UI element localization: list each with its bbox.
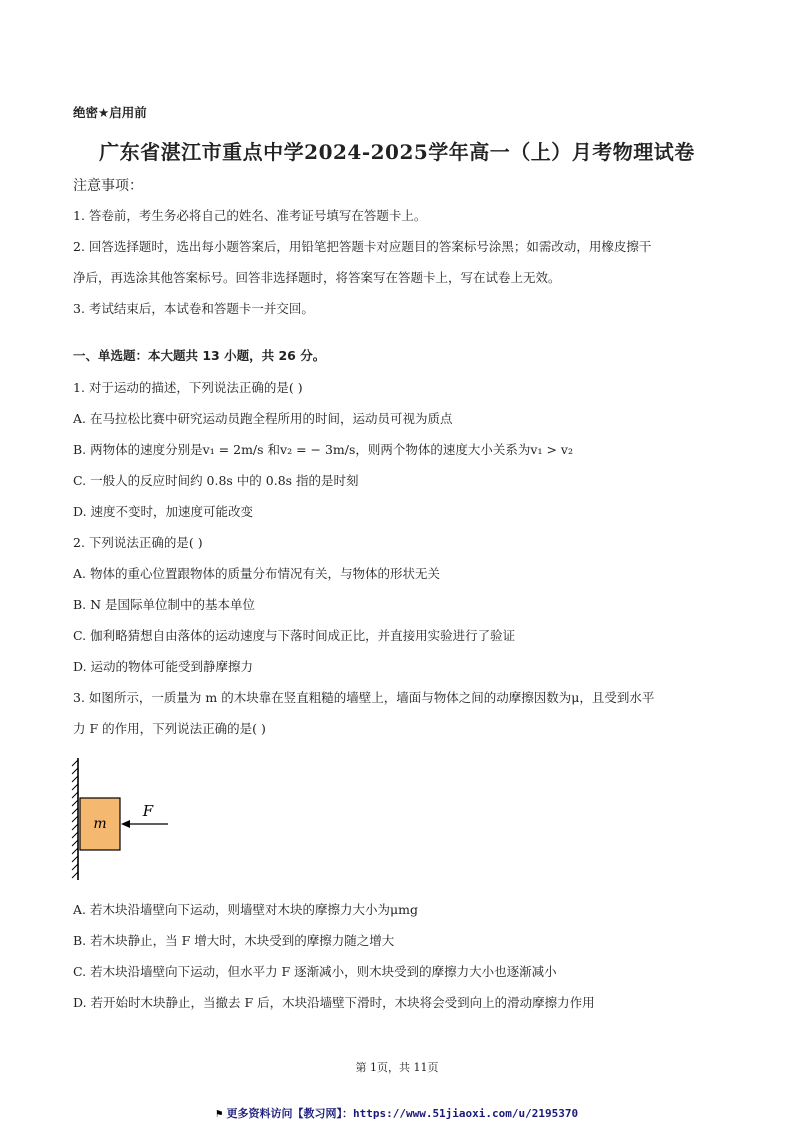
notes-heading: 注意事项： [73,178,143,194]
promo-text[interactable]: 更多资料访问【教习网】：https://www.51jiaoxi.com/u/2195370 [226,1107,579,1120]
promo-link[interactable] [0,1105,794,1121]
question-option: D. 若开始时木块静止，当撤去 F 后，木块沿墙壁下滑时，木块将会受到向上的滑动摩擦力作用 [73,995,595,1010]
force-label: F [142,802,154,820]
note-item: 1. 答卷前，考生务必将自己的姓名、准考证号填写在答题卡上。 [73,208,427,223]
question-option: B. 两物体的速度分别是v₁ = 2m/s 和v₂ = − 3m/s，则两个物体的速度大小关系为v₁ > v₂ [73,442,573,457]
question-option: B. 若木块静止，当 F 增大时，木块受到的摩擦力随之增大 [73,933,395,948]
block-mass-label: m [93,816,107,832]
question-option: C. 若木块沿墙壁向下运动，但水平力 F 逐渐减小，则木块受到的摩擦力大小也逐渐减小 [73,964,557,979]
question-stem-continued: 力 F 的作用，下列说法正确的是( ) [73,721,266,736]
question-stem: 1. 对于运动的描述，下列说法正确的是( ) [73,380,303,395]
page-title: 广东省湛江市重点中学2024-2025学年高一（上）月考物理试卷 [99,140,695,164]
note-item: 2. 回答选择题时，选出每小题答案后，用铅笔把答题卡对应题目的答案标号涂黑；如需改动，用橡皮擦干 [73,239,652,254]
question-stem: 3. 如图所示，一质量为 m 的木块靠在竖直粗糙的墙壁上，墙面与物体之间的动摩擦因数为μ，且受到水平 [73,690,655,705]
question-option: A. 若木块沿墙壁向下运动，则墙壁对木块的摩擦力大小为μmg [73,902,418,917]
section-heading: 一、单选题：本大题共 13 小题，共 26 分。 [73,348,326,363]
page-number: 第 1页，共 11页 [355,1061,439,1074]
question-option: B. N 是国际单位制中的基本单位 [73,597,256,612]
wall-hatching [72,760,78,878]
question-stem: 2. 下列说法正确的是( ) [73,535,203,550]
force-arrow-head [121,820,130,828]
question-option: D. 速度不变时，加速度可能改变 [73,504,254,519]
note-item: 3. 考试结束后，本试卷和答题卡一并交回。 [73,301,314,316]
question-option: C. 一般人的反应时间约 0.8s 中的 0.8s 指的是时刻 [73,473,359,488]
question-option: C. 伽利略猜想自由落体的运动速度与下落时间成正比，并直接用实验进行了验证 [73,628,516,643]
wall-block-diagram [68,758,188,883]
question-option: A. 在马拉松比赛中研究运动员跑全程所用的时间，运动员可视为质点 [73,411,453,426]
note-item: 净后，再选涂其他答案标号。回答非选择题时，将答案写在答题卡上，写在试卷上无效。 [73,270,561,285]
question-option: A. 物体的重心位置跟物体的质量分布情况有关，与物体的形状无关 [73,566,440,581]
wall-block-figure [68,758,188,887]
confidential-label: 绝密★启用前 [73,105,147,120]
question-option: D. 运动的物体可能受到静摩擦力 [73,659,254,674]
flag-icon: ⚑ [215,1107,223,1120]
